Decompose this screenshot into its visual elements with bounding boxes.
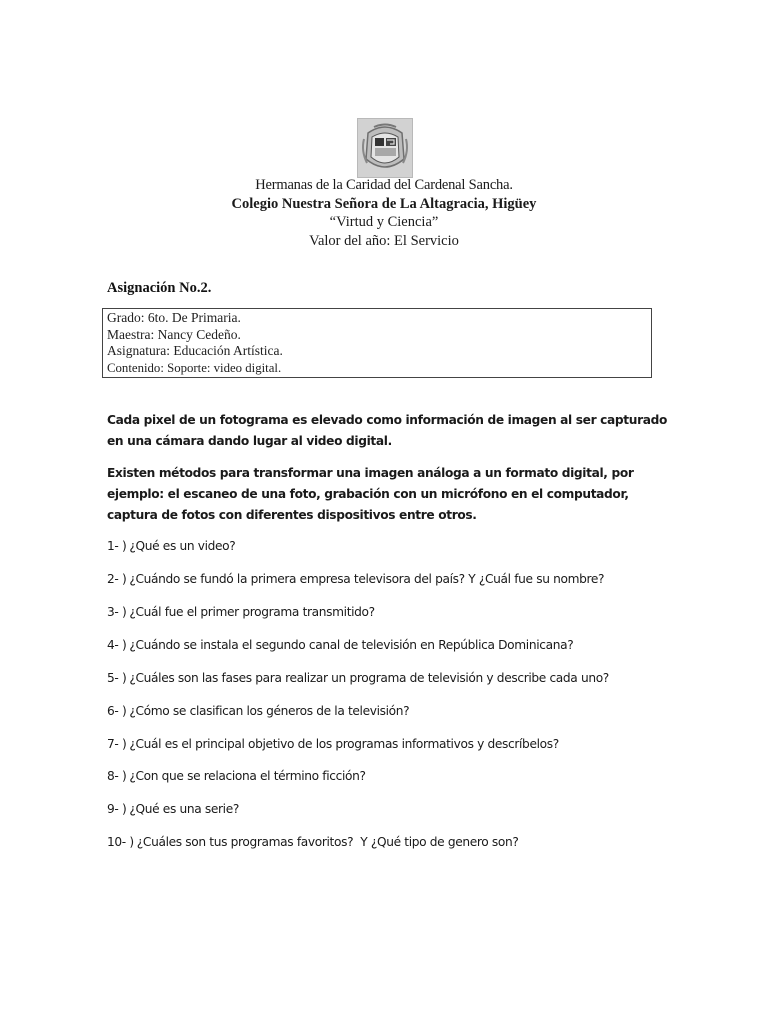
- question-text: ¿Qué es una serie?: [129, 802, 239, 816]
- question-text: ¿Cuándo se fundó la primera empresa televisora del país? Y ¿Cuál fue su nombre?: [129, 572, 605, 586]
- question-item: [107, 704, 409, 718]
- question-number: 8- ): [107, 769, 127, 783]
- assignment-title: Asignación No.2.: [107, 280, 212, 296]
- question-text: ¿Cuándo se instala el segundo canal de televisión en República Dominicana?: [129, 638, 574, 652]
- methods-paragraph: Existen métodos para transformar una imagen análoga a un formato digital, por ejemplo: el escaneo de una foto, grabación con un micrófono en el computador, captura de fotos con diferentes dispositivos entre otros.: [107, 466, 634, 522]
- question-text: ¿Con que se relaciona el término ficción?: [129, 769, 366, 783]
- question-text: ¿Cómo se clasifican los géneros de la televisión?: [129, 704, 410, 718]
- question-item: [107, 671, 609, 685]
- question-text: ¿Qué es un video?: [129, 539, 236, 553]
- question-item: [107, 802, 239, 816]
- question-text: ¿Cuál es el principal objetivo de los programas informativos y descríbelos?: [129, 737, 559, 751]
- grade-line: Grado: 6to. De Primaria.: [107, 310, 241, 325]
- question-item: [107, 835, 519, 849]
- question-text: ¿Cuáles son tus programas favoritos? Y ¿Qué tipo de genero son?: [136, 835, 519, 849]
- question-number: 4- ): [107, 638, 127, 652]
- question-number: 10- ): [107, 835, 134, 849]
- question-item: [107, 769, 366, 783]
- value-of-year: Valor del año: El Servicio: [309, 233, 459, 249]
- question-item: [107, 605, 375, 619]
- question-text: ¿Cuáles son las fases para realizar un programa de televisión y describe cada uno?: [129, 671, 609, 685]
- question-number: 3- ): [107, 605, 127, 619]
- content-line: Contenido: Soporte: video digital.: [107, 360, 282, 375]
- intro-paragraph: Cada pixel de un fotograma es elevado como información de imagen al ser capturado en una cámara dando lugar al video digital.: [107, 413, 668, 448]
- question-number: 6- ): [107, 704, 127, 718]
- question-number: 5- ): [107, 671, 127, 685]
- question-item: [107, 737, 559, 751]
- question-text: ¿Cuál fue el primer programa transmitido?: [129, 605, 375, 619]
- school-motto: “Virtud y Ciencia”: [329, 214, 439, 230]
- info-box: [102, 308, 652, 378]
- question-number: 1- ): [107, 539, 127, 553]
- subject-line: Asignatura: Educación Artística.: [107, 343, 283, 358]
- question-number: 9- ): [107, 802, 127, 816]
- question-item: [107, 638, 573, 652]
- question-item: [107, 572, 604, 586]
- question-number: 2- ): [107, 572, 127, 586]
- teacher-line: Maestra: Nancy Cedeño.: [107, 326, 241, 342]
- school-name: Colegio Nuestra Señora de La Altagracia, Higüey: [231, 196, 537, 212]
- question-number: 7- ): [107, 737, 127, 751]
- congregation-name: Hermanas de la Caridad del Cardenal Sancha.: [255, 177, 513, 193]
- question-item: [107, 539, 235, 553]
- school-crest-logo-icon: [357, 118, 413, 178]
